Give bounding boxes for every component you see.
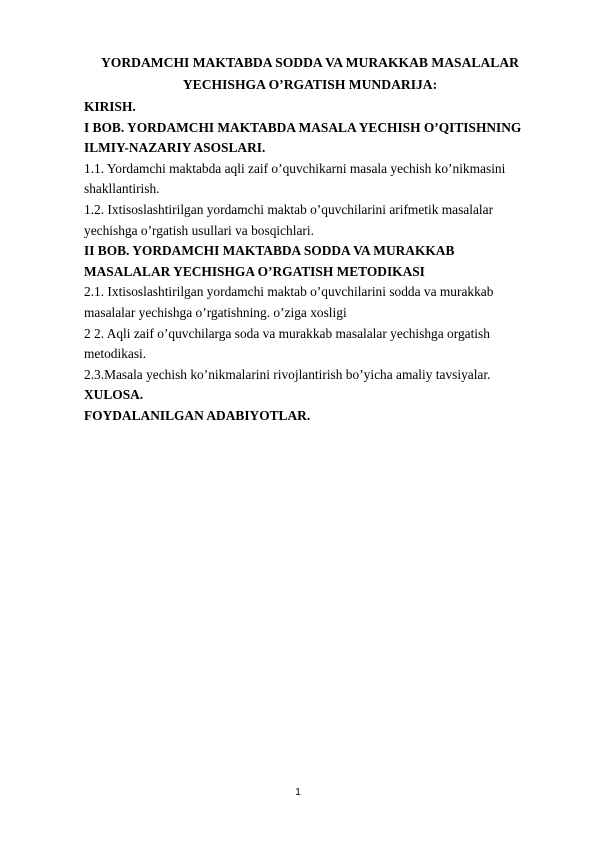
toc-line: MASALALAR YECHISHGA O’RGATISH METODIKASI [84,263,425,279]
toc-line: KIRISH. [84,99,136,114]
document-title [84,52,536,96]
toc-line: I BOB. YORDAMCHI MAKTABDA MASALA YECHISH O’QITISHNING [84,119,522,135]
toc-line: FOYDALANILGAN ADABIYOTLAR. [84,407,311,423]
toc-line: 2.3.Masala yechish ko’nikmalarini rivojlantirish bo’yicha amaliy tavsiyalar. [84,366,491,382]
toc-line: masalalar yechishga o’rgatishning. o’ziga xosligi [84,304,347,320]
title-line-1: YORDAMCHI MAKTABDA SODDA VA MURAKKAB MASALALAR [100,55,520,70]
toc-line: 2.1. Ixtisoslashtirilgan yordamchi maktab o’quvchilarini sodda va murakkab [84,284,494,300]
toc-line: 1.2. Ixtisoslashtirilgan yordamchi maktab o’quvchilarini arifmetik masalalar [84,201,494,217]
page-number: 1 [295,787,301,798]
table-of-contents [84,97,544,427]
title-line-2: YECHISHGA O’RGATISH MUNDARIJA: [182,77,438,92]
toc-line: 2 2. Aqli zaif o’quvchilarga soda va murakkab masalalar yechishga orgatish [84,325,490,341]
toc-line: XULOSA. [84,387,144,403]
toc-line: yechishga o’rgatish usullari va bosqichlari. [84,222,314,238]
toc-line: II BOB. YORDAMCHI MAKTABDA SODDA VA MURAKKAB [84,243,455,259]
toc-line: ILMIY-NAZARIY ASOSLARI. [84,140,266,156]
toc-line: shakllantirish. [84,181,160,197]
toc-line: metodikasi. [84,346,147,362]
toc-line: 1.1. Yordamchi maktabda aqli zaif o’quvchikarni masala yechish ko’nikmasini [84,160,506,176]
